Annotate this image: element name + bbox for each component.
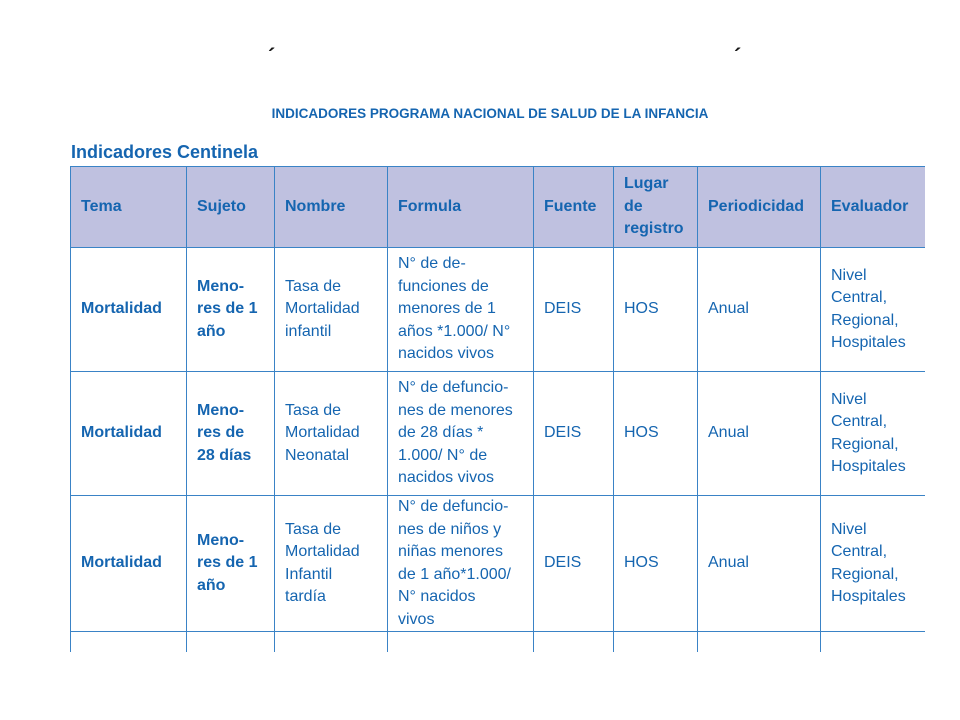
cell-line: 1.000/ N° de xyxy=(398,446,488,464)
cell-line: Regional, xyxy=(831,565,899,583)
cell-evaluador xyxy=(821,372,926,496)
cell-line: año xyxy=(197,322,226,340)
header-lugar-de-registro xyxy=(614,167,698,248)
header-nombre: Nombre xyxy=(275,167,388,248)
cell-line: Tasa de xyxy=(285,401,342,419)
cell-nombre xyxy=(275,496,388,632)
cell-line: de 28 días * xyxy=(398,424,484,442)
cell-evaluador xyxy=(821,496,926,632)
header-lugar-line: de xyxy=(624,197,643,215)
header-lugar-line: Lugar xyxy=(624,175,669,193)
cell-line: N° de defuncio- xyxy=(398,498,509,515)
cell-line: año xyxy=(197,576,226,594)
cell-line: Meno- xyxy=(197,531,245,549)
accent-mark-right: ´ xyxy=(734,44,742,69)
cell-line: Nivel xyxy=(831,266,867,284)
header-evaluador: Evaluador xyxy=(821,167,926,248)
header-lugar-line: registro xyxy=(624,220,684,238)
header-fuente: Fuente xyxy=(534,167,614,248)
document-heading: INDICADORES PROGRAMA NACIONAL DE SALUD DE LA INFANCIA xyxy=(271,106,709,121)
cell-sujeto xyxy=(187,372,275,496)
cell-line: nacidos vivos xyxy=(398,469,495,487)
indicators-table-container xyxy=(70,166,925,652)
cell-line: Regional, xyxy=(831,311,899,329)
cell-line: Hospitales xyxy=(831,458,906,475)
cell-lugar: HOS xyxy=(614,496,698,632)
header-periodicidad: Periodicidad xyxy=(698,167,821,248)
header-tema: Tema xyxy=(71,167,187,248)
table-row xyxy=(71,496,926,632)
cell-periodicidad: Anual xyxy=(698,496,821,632)
cell-line: Tasa de xyxy=(285,520,342,538)
cell-line: funciones de xyxy=(398,277,489,295)
header-formula: Formula xyxy=(388,167,534,248)
cell-fuente: DEIS xyxy=(534,248,614,372)
cell-line: vivos xyxy=(398,610,435,628)
cell-line: res de xyxy=(197,424,245,442)
section-title: Indicadores Centinela xyxy=(71,142,259,162)
cell-tema: Mortalidad xyxy=(71,496,187,632)
cell-empty xyxy=(275,632,388,653)
cell-line: Central, xyxy=(831,289,888,306)
cell-formula xyxy=(388,496,534,632)
cell-empty xyxy=(388,632,534,653)
table-row-partial xyxy=(71,632,926,653)
cell-line: tardía xyxy=(285,588,326,605)
cell-line: nacidos vivos xyxy=(398,345,495,363)
cell-lugar: HOS xyxy=(614,248,698,372)
cell-periodicidad: Anual xyxy=(698,248,821,372)
cell-sujeto xyxy=(187,248,275,372)
cell-line: niñas menores xyxy=(398,543,503,560)
cell-formula xyxy=(388,248,534,372)
cell-line: res de 1 xyxy=(197,554,258,572)
cell-fuente: DEIS xyxy=(534,496,614,632)
cell-line: Tasa de xyxy=(285,277,342,295)
cell-empty xyxy=(698,632,821,653)
cell-line: N° de defuncio- xyxy=(398,379,509,397)
cell-line: años *1.000/ N° xyxy=(398,322,511,340)
cell-line: Meno- xyxy=(197,277,245,295)
cell-empty xyxy=(187,632,275,653)
table-row xyxy=(71,248,926,372)
cell-line: nes de menores xyxy=(398,401,513,419)
cell-line: infantil xyxy=(285,322,332,340)
cell-empty xyxy=(534,632,614,653)
cell-line: de 1 año*1.000/ xyxy=(398,565,511,583)
cell-line: nes de niños y xyxy=(398,520,502,538)
cell-line: res de 1 xyxy=(197,300,258,318)
cell-line: N° nacidos xyxy=(398,588,476,605)
cell-empty xyxy=(821,632,926,653)
cell-line: Central, xyxy=(831,413,888,430)
cell-nombre xyxy=(275,372,388,496)
cell-periodicidad: Anual xyxy=(698,372,821,496)
cell-line: menores de 1 xyxy=(398,300,496,318)
cell-line: Regional, xyxy=(831,435,899,453)
cell-empty xyxy=(614,632,698,653)
cell-line: Hospitales xyxy=(831,334,906,351)
cell-line: Meno- xyxy=(197,401,245,419)
cell-line: Mortalidad xyxy=(285,543,360,560)
table-row xyxy=(71,372,926,496)
cell-line: Mortalidad xyxy=(285,300,360,318)
cell-sujeto xyxy=(187,496,275,632)
cell-line: Nivel xyxy=(831,520,867,538)
cell-line: Neonatal xyxy=(285,446,350,464)
cell-line: 28 días xyxy=(197,446,252,464)
cell-fuente: DEIS xyxy=(534,372,614,496)
cell-line: Nivel xyxy=(831,390,867,408)
cell-empty xyxy=(71,632,187,653)
cell-line: Mortalidad xyxy=(285,424,360,442)
cell-formula xyxy=(388,372,534,496)
cell-line: N° de de- xyxy=(398,255,466,273)
cell-line: Infantil xyxy=(285,565,333,583)
cell-line: Central, xyxy=(831,543,888,560)
accent-mark-left: ´ xyxy=(268,44,276,69)
table-header-row xyxy=(71,167,926,248)
cell-lugar: HOS xyxy=(614,372,698,496)
cell-line: Hospitales xyxy=(831,588,906,605)
cell-tema: Mortalidad xyxy=(71,248,187,372)
cell-evaluador xyxy=(821,248,926,372)
cell-nombre xyxy=(275,248,388,372)
indicators-table xyxy=(70,166,925,652)
header-sujeto: Sujeto xyxy=(187,167,275,248)
cell-tema: Mortalidad xyxy=(71,372,187,496)
